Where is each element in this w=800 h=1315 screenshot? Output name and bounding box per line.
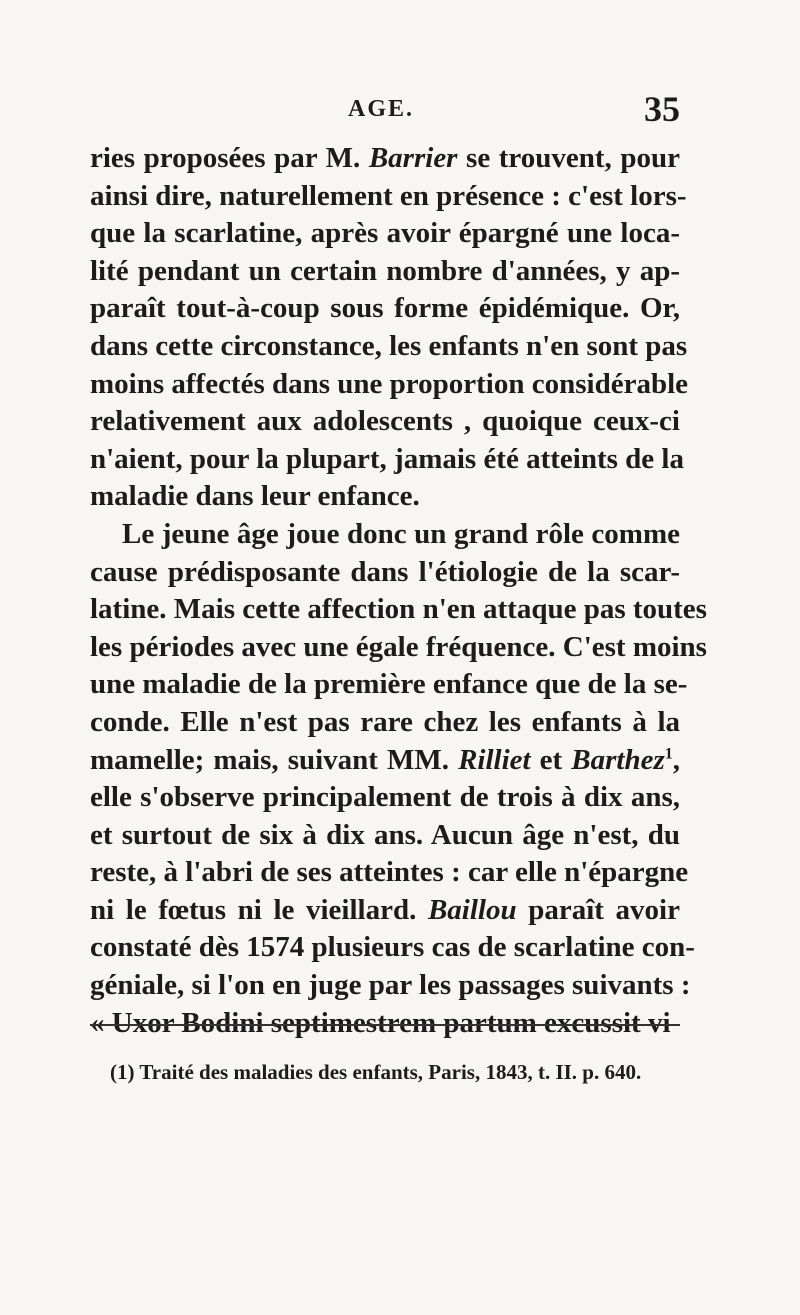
text-line (90, 817, 680, 855)
text-run: et surtout de six à dix ans. Aucun âge n'est, du (90, 818, 680, 851)
text-line (90, 290, 680, 328)
italic-name: Rilliet (458, 743, 531, 776)
text-run: cause prédisposante dans l'étiologie de la scar- (90, 555, 680, 588)
text-run: , (672, 743, 680, 776)
text-run: Le jeune âge joue donc un grand rôle comme (122, 517, 680, 550)
text-line (90, 591, 707, 629)
text-line (90, 253, 680, 291)
text-run: paraît tout-à-coup sous forme épidémique. Or, (90, 292, 680, 325)
footnote-divider (90, 1024, 680, 1026)
italic-name: Baillou (427, 893, 517, 926)
text-run: et (530, 743, 572, 776)
text-line (90, 366, 689, 404)
text-run: constaté dès 1574 plusieurs cas de scarlatine con- (90, 931, 695, 964)
italic-name: Barthez (571, 743, 665, 776)
text-run: ries proposées par M. (90, 142, 369, 174)
text-run: géniale, si l'on en juge par les passages suivants : (90, 969, 691, 1002)
text-line (90, 403, 680, 441)
text-run: mamelle; mais, suivant MM. (90, 743, 459, 776)
text-line (90, 328, 688, 366)
footnote-marker: 1 (664, 744, 673, 762)
text-run: moins affectés dans une proportion considérable (90, 367, 689, 400)
footnote: (1) Traité des maladies des enfants, Paris, 1843, t. II. p. 640. (110, 1060, 642, 1084)
text-run: conde. Elle n'est pas rare chez les enfants à la (90, 705, 680, 738)
text-run: ainsi dire, naturellement en présence : c'est lors- (90, 179, 687, 212)
text-line (90, 629, 707, 667)
text-line (90, 854, 689, 892)
text-run: n'aient, pour la plupart, jamais été atteints de la (90, 442, 684, 475)
text-line (90, 967, 691, 1005)
text-run: reste, à l'abri de ses atteintes : car elle n'épargne (90, 856, 689, 889)
text-run: ni le fœtus ni le vieillard. (90, 893, 428, 926)
text-run: dans cette circonstance, les enfants n'en sont pas (90, 329, 688, 362)
text-run: que la scarlatine, après avoir épargné une loca- (90, 217, 680, 250)
text-line (90, 929, 695, 967)
running-title: AGE. (348, 96, 415, 122)
running-head (90, 88, 680, 128)
text-line (90, 178, 687, 216)
italic-name: Barrier (368, 142, 458, 174)
text-run: « Uxor Bodini septimestrem partum excussit vi (90, 1006, 671, 1039)
text-run: les périodes avec une égale fréquence. C'est moins (90, 630, 707, 663)
text-run: maladie dans leur enfance. (90, 480, 420, 513)
body-text (90, 140, 707, 1042)
text-line (90, 441, 684, 479)
text-line (90, 215, 680, 253)
text-line (90, 742, 680, 780)
text-line (90, 554, 680, 592)
text-run: paraît avoir (516, 893, 680, 926)
text-run: latine. Mais cette affection n'en attaque pas toutes (90, 593, 707, 626)
text-line (90, 666, 688, 704)
text-line (90, 892, 680, 930)
text-run: lité pendant un certain nombre d'années, y ap- (90, 254, 680, 287)
text-line (90, 478, 680, 516)
page-number: 35 (644, 89, 680, 129)
text-line (90, 140, 680, 178)
text-run: elle s'observe principalement de trois à dix ans, (90, 781, 680, 814)
text-run: relativement aux adolescents , quoique ceux-ci (90, 405, 680, 438)
text-line (90, 704, 680, 742)
text-line (90, 516, 680, 554)
text-run: se trouvent, pour (457, 142, 680, 174)
text-run: une maladie de la première enfance que de la se- (90, 668, 688, 701)
text-line (90, 779, 680, 817)
